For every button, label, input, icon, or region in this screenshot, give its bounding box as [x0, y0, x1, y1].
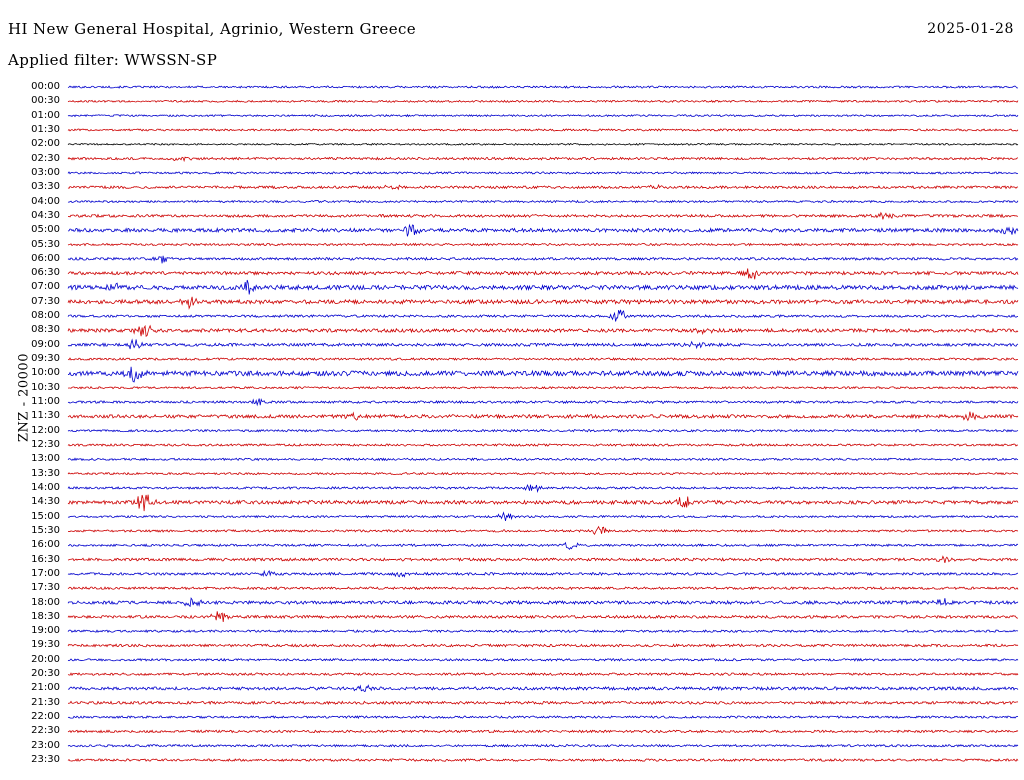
time-tick-label: 05:30 [31, 238, 60, 250]
time-tick-label: 03:30 [31, 181, 60, 193]
trace-line [68, 543, 1018, 550]
time-tick-label: 20:00 [31, 653, 60, 665]
trace-line [68, 172, 1018, 174]
time-tick-label: 22:00 [31, 711, 60, 723]
trace-line [68, 745, 1018, 747]
time-tick-label: 06:30 [31, 267, 60, 279]
time-tick-label: 04:00 [31, 195, 60, 207]
time-tick-label: 09:00 [31, 338, 60, 350]
trace-line [68, 701, 1018, 704]
trace-line [68, 358, 1018, 360]
time-tick-label: 22:30 [31, 725, 60, 737]
trace-line [68, 412, 1018, 421]
trace-line [68, 100, 1018, 102]
trace-line [68, 387, 1018, 389]
time-tick-label: 15:30 [31, 524, 60, 536]
time-tick-label: 08:00 [31, 310, 60, 322]
trace-line [68, 611, 1018, 622]
trace-line [68, 716, 1018, 718]
trace-line [68, 399, 1018, 406]
trace-line [68, 201, 1018, 203]
time-tick-label: 14:30 [31, 496, 60, 508]
trace-line [68, 673, 1018, 675]
trace-line [68, 485, 1018, 492]
trace-line [68, 527, 1018, 535]
filter-label: Applied filter: WWSSN-SP [8, 51, 218, 69]
time-tick-label: 13:00 [31, 453, 60, 465]
time-tick-label: 19:00 [31, 625, 60, 637]
time-tick-label: 13:30 [31, 467, 60, 479]
page-title: HI New General Hospital, Agrinio, Western Greece [8, 20, 417, 38]
trace-line [68, 556, 1018, 563]
time-tick-label: 00:00 [31, 81, 60, 92]
trace-line [68, 143, 1018, 145]
trace-line [68, 598, 1018, 606]
time-tick-label: 12:00 [31, 424, 60, 436]
time-tick-label: 23:00 [31, 739, 60, 751]
time-tick-label: 17:30 [31, 582, 60, 594]
trace-line [68, 185, 1018, 189]
time-tick-label: 21:30 [31, 696, 60, 708]
trace-line [68, 444, 1018, 446]
trace-line [68, 256, 1018, 264]
time-tick-label: 05:00 [31, 224, 60, 236]
time-tick-label: 09:30 [31, 353, 60, 365]
trace-line [68, 129, 1018, 131]
trace-line [68, 430, 1018, 432]
time-tick-label: 18:30 [31, 610, 60, 622]
trace-line [68, 630, 1018, 632]
trace-line [68, 339, 1018, 349]
time-tick-label: 14:00 [31, 481, 60, 493]
time-tick-label: 10:00 [31, 367, 60, 379]
time-tick-label: 03:00 [31, 166, 60, 178]
trace-line [68, 495, 1018, 511]
trace-line [68, 243, 1018, 245]
time-tick-label: 06:00 [31, 252, 60, 264]
trace-line [68, 587, 1018, 589]
trace-line [68, 326, 1018, 336]
trace-line [68, 685, 1018, 691]
trace-line [68, 297, 1018, 308]
trace-line [68, 213, 1018, 220]
trace-line [68, 86, 1018, 88]
trace-line [68, 157, 1018, 161]
time-tick-label: 18:00 [31, 596, 60, 608]
time-tick-label: 04:30 [31, 209, 60, 221]
helicorder-traces [0, 76, 1024, 780]
y-axis-label: ZNZ - 20000 [16, 353, 32, 442]
trace-line [68, 268, 1018, 279]
time-tick-label: 11:00 [31, 396, 60, 408]
time-tick-label: 11:30 [31, 410, 60, 422]
time-tick-label: 21:00 [31, 682, 60, 694]
time-tick-label: 08:30 [31, 324, 60, 336]
trace-line [68, 367, 1018, 382]
trace-line [68, 458, 1018, 460]
time-tick-label: 00:30 [31, 95, 60, 107]
time-tick-label: 02:00 [31, 138, 60, 150]
time-tick-label: 19:30 [31, 639, 60, 651]
trace-line [68, 473, 1018, 475]
trace-line [68, 513, 1018, 521]
time-tick-label: 16:00 [31, 539, 60, 551]
time-tick-label: 10:30 [31, 381, 60, 393]
time-tick-label: 20:30 [31, 668, 60, 680]
time-tick-label: 01:00 [31, 109, 60, 121]
helicorder-plot [0, 76, 1024, 780]
trace-line [68, 730, 1018, 732]
time-tick-label: 07:00 [31, 281, 60, 293]
header [0, 0, 1024, 76]
trace-line [68, 225, 1018, 236]
trace-line [68, 571, 1018, 577]
trace-line [68, 115, 1018, 117]
trace-line [68, 759, 1018, 761]
trace-line [68, 310, 1018, 322]
trace-line [68, 280, 1018, 294]
date-label: 2025-01-28 [927, 21, 1014, 37]
time-tick-label: 12:30 [31, 439, 60, 450]
time-tick-label: 02:30 [31, 152, 60, 164]
time-tick-label: 15:00 [31, 510, 60, 522]
trace-line [68, 644, 1018, 647]
time-tick-label: 01:30 [31, 123, 60, 135]
time-tick-label: 16:30 [31, 553, 60, 565]
trace-line [68, 659, 1018, 661]
time-tick-label: 17:00 [31, 567, 60, 579]
time-tick-label: 07:30 [31, 295, 60, 307]
time-tick-label: 23:30 [31, 754, 60, 766]
